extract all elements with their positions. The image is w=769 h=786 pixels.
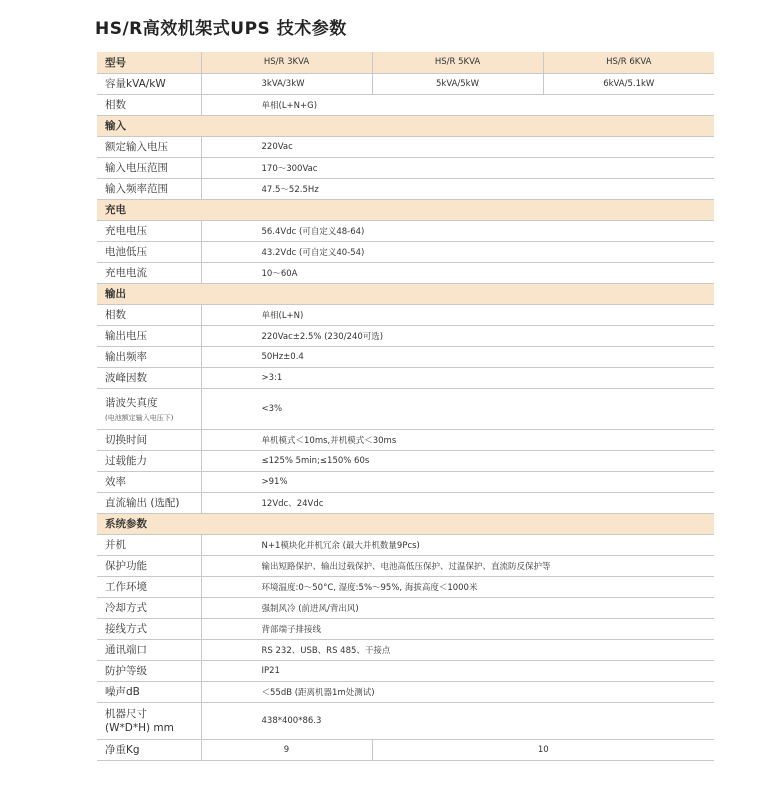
row-value: 47.5～52.5Hz — [201, 178, 714, 199]
row-value: 环境温度:0～50°C, 湿度:5%～95%, 海拔高度＜1000米 — [201, 576, 714, 597]
row-value: 单机模式＜10ms,并机模式＜30ms — [201, 429, 714, 450]
row-value: 单相(L+N+G) — [201, 94, 714, 115]
table-row — [97, 576, 714, 597]
thd-label: 谐波失真度 — [105, 396, 158, 409]
model-3kva: HS/R 3KVA — [201, 52, 372, 73]
table-row — [97, 304, 714, 325]
section-title: 系统参数 — [97, 513, 201, 534]
table-row — [97, 136, 714, 157]
row-label: 直流输出 (选配) — [97, 492, 201, 513]
section-title: 输入 — [97, 115, 201, 136]
row-value: ≤125% 5min;≤150% 60s — [201, 450, 714, 471]
row-label: 输入电压范围 — [97, 157, 201, 178]
section-title: 充电 — [97, 199, 201, 220]
row-value: RS 232、USB、RS 485、干接点 — [201, 639, 714, 660]
table-row — [97, 555, 714, 576]
row-label: 工作环境 — [97, 576, 201, 597]
row-value: 43.2Vdc (可自定义40-54) — [201, 241, 714, 262]
row-label: 相数 — [97, 304, 201, 325]
row-label: 充电电压 — [97, 220, 201, 241]
row-label: 保护功能 — [97, 555, 201, 576]
row-value: 220Vac — [201, 136, 714, 157]
row-value: 220Vac±2.5% (230/240可选) — [201, 325, 714, 346]
capacity-6kva: 6kVA/5.1kW — [543, 73, 714, 94]
row-label: 波峰因数 — [97, 367, 201, 388]
table-row — [97, 241, 714, 262]
row-label: 通讯端口 — [97, 639, 201, 660]
row-value: >91% — [201, 471, 714, 492]
row-label — [97, 388, 201, 429]
row-value: >3:1 — [201, 367, 714, 388]
row-label: 冷却方式 — [97, 597, 201, 618]
table-row — [97, 660, 714, 681]
section-input — [97, 115, 714, 136]
row-label: 充电电流 — [97, 262, 201, 283]
weight-row — [97, 739, 714, 760]
row-label: 防护等级 — [97, 660, 201, 681]
row-value: 输出短路保护、输出过载保护、电池高低压保护、过温保护、直流防反保护等 — [201, 555, 714, 576]
row-value: 12Vdc、24Vdc — [201, 492, 714, 513]
row-label: 接线方式 — [97, 618, 201, 639]
table-row — [97, 681, 714, 702]
table-row — [97, 471, 714, 492]
section-system — [97, 513, 714, 534]
table-row — [97, 346, 714, 367]
row-label: 输入频率范围 — [97, 178, 201, 199]
table-row — [97, 618, 714, 639]
row-value: 56.4Vdc (可自定义48-64) — [201, 220, 714, 241]
capacity-3kva: 3kVA/3kW — [201, 73, 372, 94]
capacity-row — [97, 73, 714, 94]
row-value: 438*400*86.3 — [201, 702, 714, 739]
row-label: 噪声dB — [97, 681, 201, 702]
row-label — [97, 702, 201, 739]
table-row — [97, 325, 714, 346]
table-row — [97, 262, 714, 283]
section-charge — [97, 199, 714, 220]
row-label: 效率 — [97, 471, 201, 492]
row-value: ＜55dB (距离机器1m处测试) — [201, 681, 714, 702]
table-row — [97, 367, 714, 388]
table-row — [97, 220, 714, 241]
row-value: 单相(L+N) — [201, 304, 714, 325]
row-label: 输出频率 — [97, 346, 201, 367]
row-value: 10～60A — [201, 262, 714, 283]
table-row — [97, 534, 714, 555]
row-label: 净重Kg — [97, 739, 201, 760]
size-row — [97, 702, 714, 739]
model-5kva: HS/R 5KVA — [372, 52, 543, 73]
row-value: 50Hz±0.4 — [201, 346, 714, 367]
model-6kva: HS/R 6KVA — [543, 52, 714, 73]
capacity-5kva: 5kVA/5kW — [372, 73, 543, 94]
row-value: N+1模块化并机冗余 (最大并机数量9Pcs) — [201, 534, 714, 555]
row-value: 背部端子排接线 — [201, 618, 714, 639]
spec-table — [97, 52, 714, 761]
row-label: 并机 — [97, 534, 201, 555]
row-value: 强制风冷 (前进风/背出风) — [201, 597, 714, 618]
row-value: IP21 — [201, 660, 714, 681]
thd-sublabel: (电池额定输入电压下) — [105, 413, 174, 422]
row-label: 额定输入电压 — [97, 136, 201, 157]
weight-5-6kva: 10 — [372, 739, 714, 760]
row-value: 170～300Vac — [201, 157, 714, 178]
table-row — [97, 492, 714, 513]
table-row — [97, 178, 714, 199]
row-label: 过载能力 — [97, 450, 201, 471]
section-output — [97, 283, 714, 304]
weight-3kva: 9 — [201, 739, 372, 760]
page-title: HS/R高效机架式UPS 技术参数 — [95, 19, 347, 39]
model-label: 型号 — [97, 52, 201, 73]
table-row — [97, 639, 714, 660]
phase-row — [97, 94, 714, 115]
size-label-line1: 机器尺寸 — [105, 707, 147, 720]
row-label: 切换时间 — [97, 429, 201, 450]
size-label-line2: (W*D*H) mm — [105, 721, 174, 734]
table-row — [97, 429, 714, 450]
table-row — [97, 597, 714, 618]
section-title: 输出 — [97, 283, 201, 304]
row-label: 输出电压 — [97, 325, 201, 346]
table-row — [97, 450, 714, 471]
header-row — [97, 52, 714, 73]
row-label: 电池低压 — [97, 241, 201, 262]
row-label: 容量kVA/kW — [97, 73, 201, 94]
row-label: 相数 — [97, 94, 201, 115]
row-value: <3% — [201, 388, 714, 429]
thd-row — [97, 388, 714, 429]
table-row — [97, 157, 714, 178]
